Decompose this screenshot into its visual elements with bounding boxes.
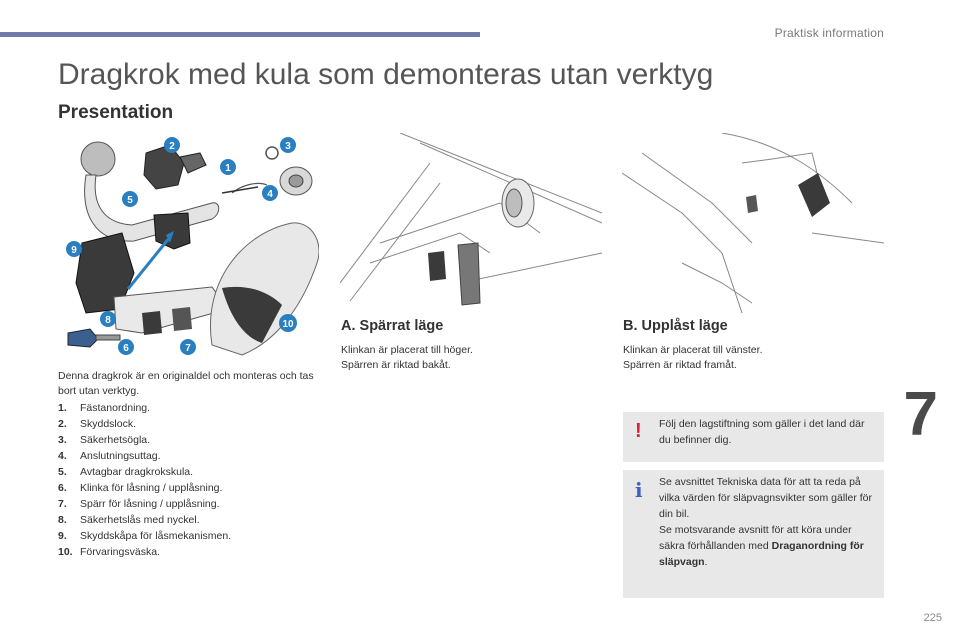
svg-text:5: 5 <box>127 195 133 206</box>
unlocked-position-illustration <box>622 133 884 313</box>
info-icon: i <box>635 478 643 502</box>
unlocked-line-2: Spärren är riktad framåt. <box>623 359 737 371</box>
unlocked-line-1: Klinkan är placerat till vänster. <box>623 344 763 356</box>
locked-position-illustration <box>340 133 602 313</box>
list-item: 7. Spärr för låsning / upplåsning. <box>58 498 220 510</box>
info-text-1: Se avsnittet Tekniska data för att ta reda på vilka värden för släpvagnsvikter som gäller för din bil. <box>659 476 873 520</box>
svg-text:7: 7 <box>185 343 191 354</box>
warning-note <box>623 412 884 462</box>
exclamation-icon: ! <box>635 420 642 442</box>
unlocked-position-drawing <box>622 133 884 313</box>
callout-5 <box>122 191 138 207</box>
locked-line-2: Spärren är riktad bakåt. <box>341 359 451 371</box>
header-accent-bar <box>0 32 480 37</box>
unlocked-position-text <box>623 343 762 373</box>
chapter-number: 7 <box>903 380 938 449</box>
locked-position-text <box>341 343 473 373</box>
page-title: Dragkrok med kula som demonteras utan verktyg <box>58 58 714 91</box>
page-number: 225 <box>923 612 942 624</box>
locked-position-heading: A. Spärrat läge <box>341 318 444 334</box>
info-text <box>659 474 879 570</box>
component-list <box>58 400 231 560</box>
list-item: 9. Skyddskåpa för låsmekanismen. <box>58 530 232 542</box>
callout-4 <box>262 185 278 201</box>
latch-lever <box>502 179 534 227</box>
tow-hitch-components-illustration <box>62 133 319 359</box>
callout-1 <box>220 159 236 175</box>
section-subtitle: Presentation <box>58 102 174 123</box>
lock-catch <box>428 243 480 305</box>
svg-text:9: 9 <box>71 245 77 256</box>
info-bold-link-text: Draganordning för släpvagn <box>659 540 864 568</box>
list-item: 10. Förvaringsväska. <box>58 546 160 558</box>
svg-text:10: 10 <box>282 319 294 330</box>
svg-text:6: 6 <box>123 343 129 354</box>
callout-10 <box>279 314 297 332</box>
tow-hitch-drawing <box>62 133 319 359</box>
warning-text: Följ den lagstiftning som gäller i det land där du befinner dig. <box>659 418 865 446</box>
lock-catch <box>746 195 758 213</box>
list-item: 1. Fästanordning. <box>58 402 151 414</box>
list-item: 8. Säkerhetslås med nyckel. <box>58 514 200 526</box>
intro-paragraph: Denna dragkrok är en originaldel och monteras och tas bort utan verktyg. <box>58 370 314 397</box>
callout-3 <box>280 137 296 153</box>
svg-text:4: 4 <box>267 189 273 200</box>
list-item: 5. Avtagbar dragkrokskula. <box>58 466 194 478</box>
svg-text:8: 8 <box>105 315 111 326</box>
list-item: 3. Säkerhetsögla. <box>58 434 151 446</box>
svg-text:1: 1 <box>225 163 231 174</box>
section-label: Praktisk information <box>774 26 884 40</box>
callout-9 <box>66 241 82 257</box>
svg-text:2: 2 <box>169 141 175 152</box>
callout-2 <box>164 137 180 153</box>
callout-6 <box>118 339 134 355</box>
list-item: 2. Skyddslock. <box>58 418 137 430</box>
unlocked-position-heading: B. Upplåst läge <box>623 318 728 334</box>
callout-7 <box>180 339 196 355</box>
locked-position-drawing <box>340 133 602 313</box>
list-item: 6. Klinka för låsning / upplåsning. <box>58 482 223 494</box>
info-text-2: Se motsvarande avsnitt för att köra under säkra förhållanden med Draganordning för släpvagn. <box>659 524 864 568</box>
svg-text:3: 3 <box>285 141 291 152</box>
callout-8 <box>100 311 116 327</box>
info-note <box>623 470 884 598</box>
locked-line-1: Klinkan är placerat till höger. <box>341 344 473 356</box>
list-item: 4. Anslutningsuttag. <box>58 450 161 462</box>
